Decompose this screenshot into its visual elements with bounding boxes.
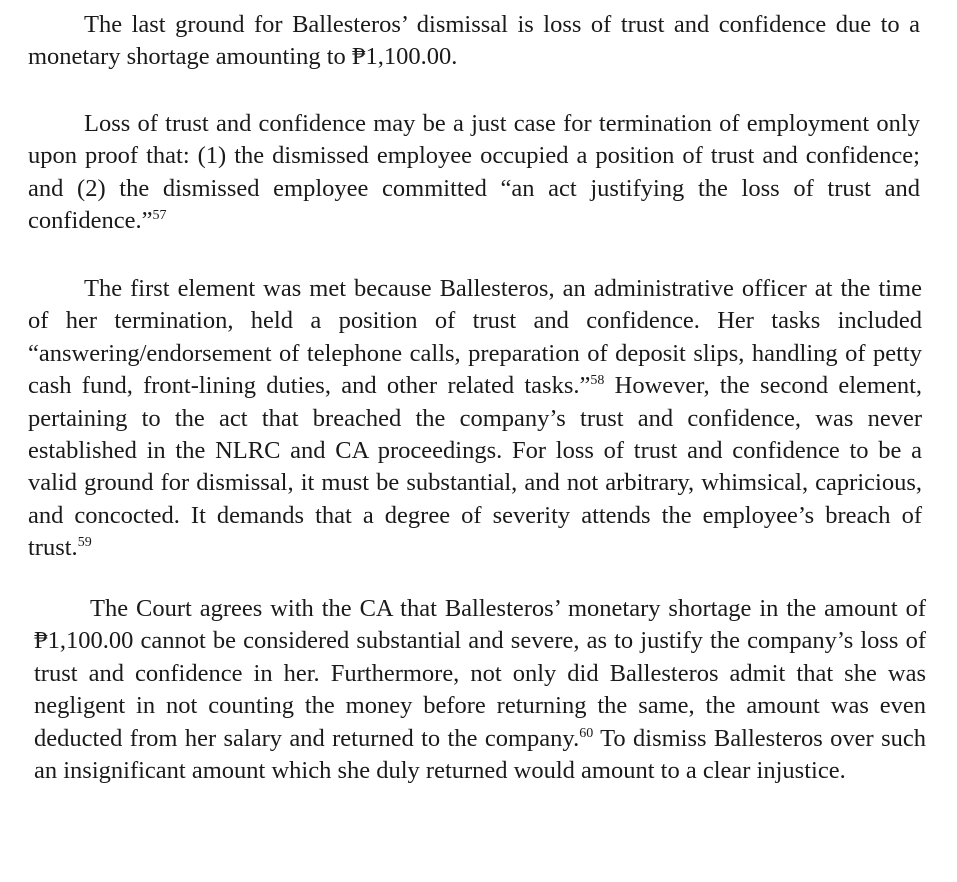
paragraph-text: The Court agrees with the CA that Ballesteros’ monetary shortage in the amount of ₱1,100.00 cannot be considered substantial and severe, as to justify the company’s loss of trust and confidence in her. Furthermore, not only did Ballesteros admit that she was negligent in not counting the money before returning the same, the amount was even deducted from her salary and returned to the company. — [34, 595, 926, 752]
paragraph-text: The first element was met because Ballesteros, an administrative officer at the time of her termination, held a position of trust and confidence. Her tasks included “answering/endorsement of telephone calls, preparation of deposit slips, handling of petty cash fund, front-lining duties, and other related tasks.” — [28, 275, 922, 400]
paragraph-loss-of-trust-ground — [28, 9, 920, 74]
footnote-ref-58: 58 — [590, 373, 605, 389]
paragraph-first-and-second-element — [28, 273, 922, 565]
paragraph-text: Loss of trust and confidence may be a just case for termination of employment only upon proof that: (1) the dismissed employee occupied a position of trust and confidence; and (2) the dismissed employee committed “an act justifying the loss of trust and confidence.” — [28, 110, 920, 235]
paragraph-text: The last ground for Ballesteros’ dismissal is loss of trust and confidence due to a monetary shortage amounting to ₱1,100.00. — [28, 11, 920, 71]
paragraph-text: To dismiss Ballesteros over such an insignificant amount which she duly returned would amount to a clear injustice. — [34, 724, 926, 785]
footnote-ref-57: 57 — [152, 208, 167, 224]
paragraph-just-cause-requirements — [28, 108, 920, 238]
paragraph-text: However, the second element, pertaining to the act that breached the company’s trust and confidence, was never established in the NLRC and CA proceedings. For loss of trust and confidence to be a valid ground for dismissal, it must be substantial, and not arbitrary, whimsical, capricious, and concocted. It demands that a degree of severity attends the employee’s breach of trust. — [28, 372, 922, 562]
footnote-ref-59: 59 — [77, 535, 92, 551]
paragraph-court-ruling — [34, 593, 926, 787]
footnote-ref-60: 60 — [579, 725, 594, 741]
